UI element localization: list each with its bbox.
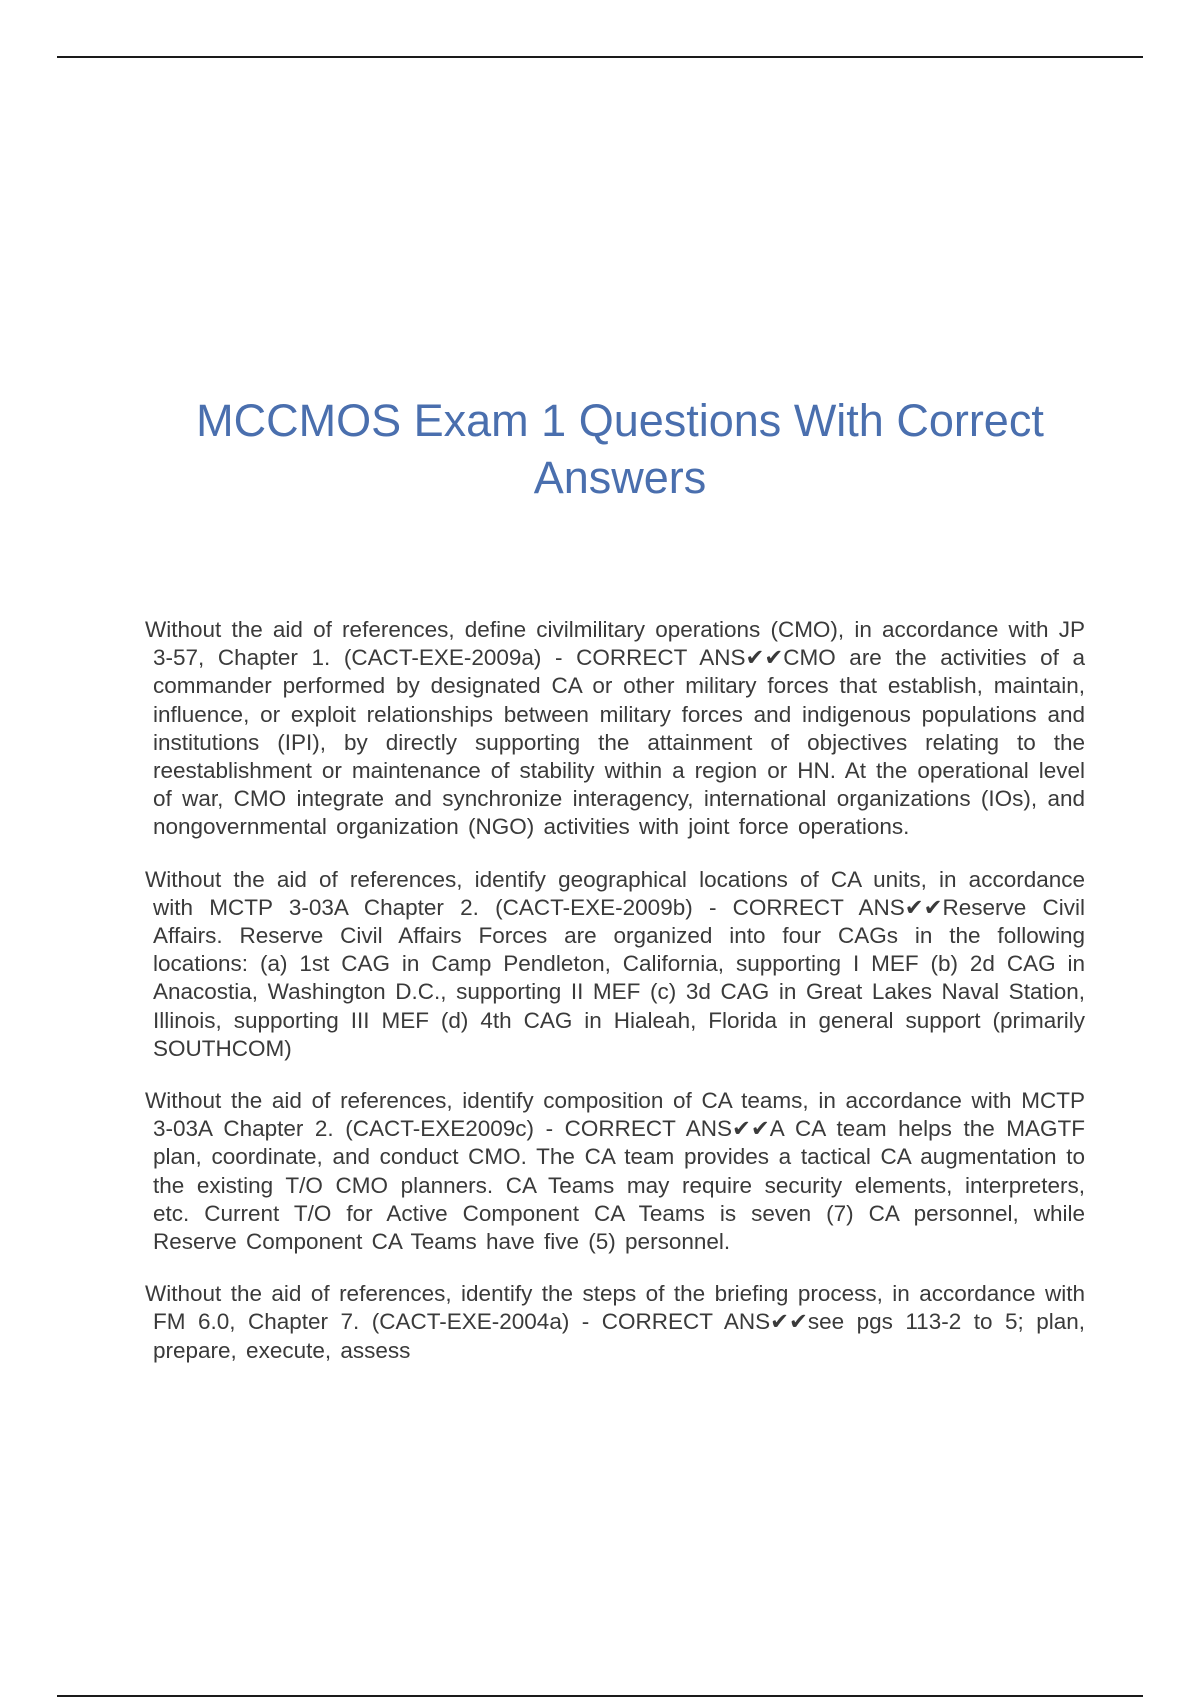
qa-item: Without the aid of references, identify the steps of the briefing process, in accordance with FM 6.0, Chapter 7. (CACT-EXE-2004a) - CORRECT ANS✔✔see pgs 113-2 to 5; plan, prepare, execute, assess	[145, 1281, 1085, 1363]
qa-item: Without the aid of references, identify composition of CA teams, in accordance with MCTP 3-03A Chapter 2. (CACT-EXE2009c) - CORRECT ANS✔✔A CA team helps the MAGTF plan, coordinate, and conduct CMO. The CA team provides a tactical CA augmentation to the existing T/O CMO planners. CA Teams may require security elements, interpreters, etc. Current T/O for Active Component CA Teams is seven (7) CA personnel, while Reserve Component CA Teams have five (5) personnel.	[145, 1088, 1085, 1255]
header-rule	[57, 56, 1143, 58]
qa-list	[145, 616, 1085, 1389]
document-title: MCCMOS Exam 1 Questions With Correct Answers	[196, 395, 1044, 503]
qa-item: Without the aid of references, define civilmilitary operations (CMO), in accordance with JP 3-57, Chapter 1. (CACT-EXE-2009a) - CORRECT ANS✔✔CMO are the activities of a commander performed by designated CA or other military forces that establish, maintain, influence, or exploit relationships between military forces and indigenous populations and institutions (IPI), by directly supporting the attainment of objectives relating to the reestablishment or maintenance of stability within a region or HN. At the operational level of war, CMO integrate and synchronize interagency, international organizations (IOs), and nongovernmental organization (NGO) activities with joint force operations.	[145, 617, 1085, 840]
footer-rule	[57, 1695, 1143, 1697]
qa-item: Without the aid of references, identify geographical locations of CA units, in accordance with MCTP 3-03A Chapter 2. (CACT-EXE-2009b) - CORRECT ANS✔✔Reserve Civil Affairs. Reserve Civil Affairs Forces are organized into four CAGs in the following locations: (a) 1st CAG in Camp Pendleton, California, supporting I MEF (b) 2d CAG in Anacostia, Washington D.C., supporting II MEF (c) 3d CAG in Great Lakes Naval Station, Illinois, supporting III MEF (d) 4th CAG in Hialeah, Florida in general support (primarily SOUTHCOM)	[145, 866, 1085, 1061]
